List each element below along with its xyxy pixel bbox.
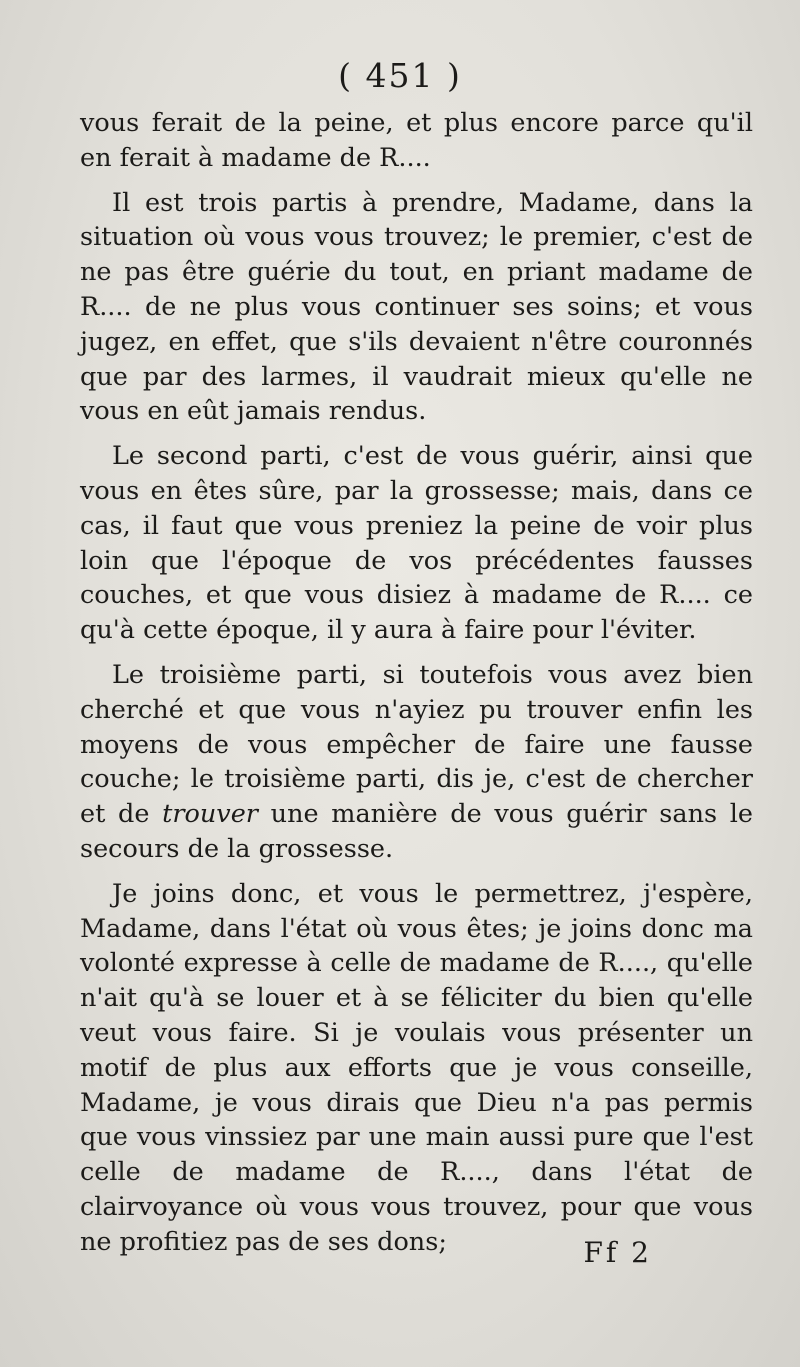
body-text: [80, 106, 753, 1270]
paragraph-third-italic-word: trouver: [162, 799, 258, 830]
paragraph-second-parti: Le second parti, c'est de vous guérir, ainsi que vous en êtes sûre, par la grossesse; mais, dans ce cas, il faut que vous preniez la peine de voir plus loin que l'époque de vos précédentes fausses couches, et que vous disiez à madame de R.... ce qu'à cette époque, il y aura à faire pour l'éviter.: [80, 441, 753, 646]
signature-mark: Ff 2: [583, 1236, 652, 1269]
paragraph-conclusion: Je joins donc, et vous le permettrez, j'espère, Madame, dans l'état où vous êtes; je joins donc ma volonté expresse à celle de madame de R...., qu'elle n'ait qu'à se louer et à se féliciter du bien qu'elle veut vous faire. Si je voulais vous présenter un motif de plus aux efforts que je vous conseille, Madame, je vous dirais que Dieu n'a pas permis que vous vinssiez par une main aussi pure que l'est celle de madame de R...., dans l'état de clairvoyance où vous vous trouvez, pour que vous ne profitiez pas de ses dons;: [80, 878, 753, 1257]
page-number: ( 451 ): [338, 56, 462, 95]
paragraph-third-text-b: une manière de vous guérir sans le secours de la grossesse.: [80, 799, 754, 864]
paragraph-continuation: vous ferait de la peine, et plus encore parce qu'il en ferait à madame de R....: [80, 108, 753, 173]
paragraph-first-parti: Il est trois partis à prendre, Madame, dans la situation où vous vous trouvez; le premier, c'est de ne pas être guérie du tout, en priant madame de R.... de ne plus vous continuer ses soins; et vous jugez, en effet, que s'ils devaient n'être couronnés que par des larmes, il vaudrait mieux qu'elle ne vous en eût jamais rendus.: [80, 187, 753, 427]
paragraph-third-parti: [80, 658, 753, 867]
paragraph-third-text-a: Le troisième parti, si toutefois vous avez bien cherché et que vous n'ayiez pu trouver enfin les moyens de vous empêcher de faire une fausse couche; le troisième parti, dis je, c'est de chercher et de: [80, 659, 753, 830]
